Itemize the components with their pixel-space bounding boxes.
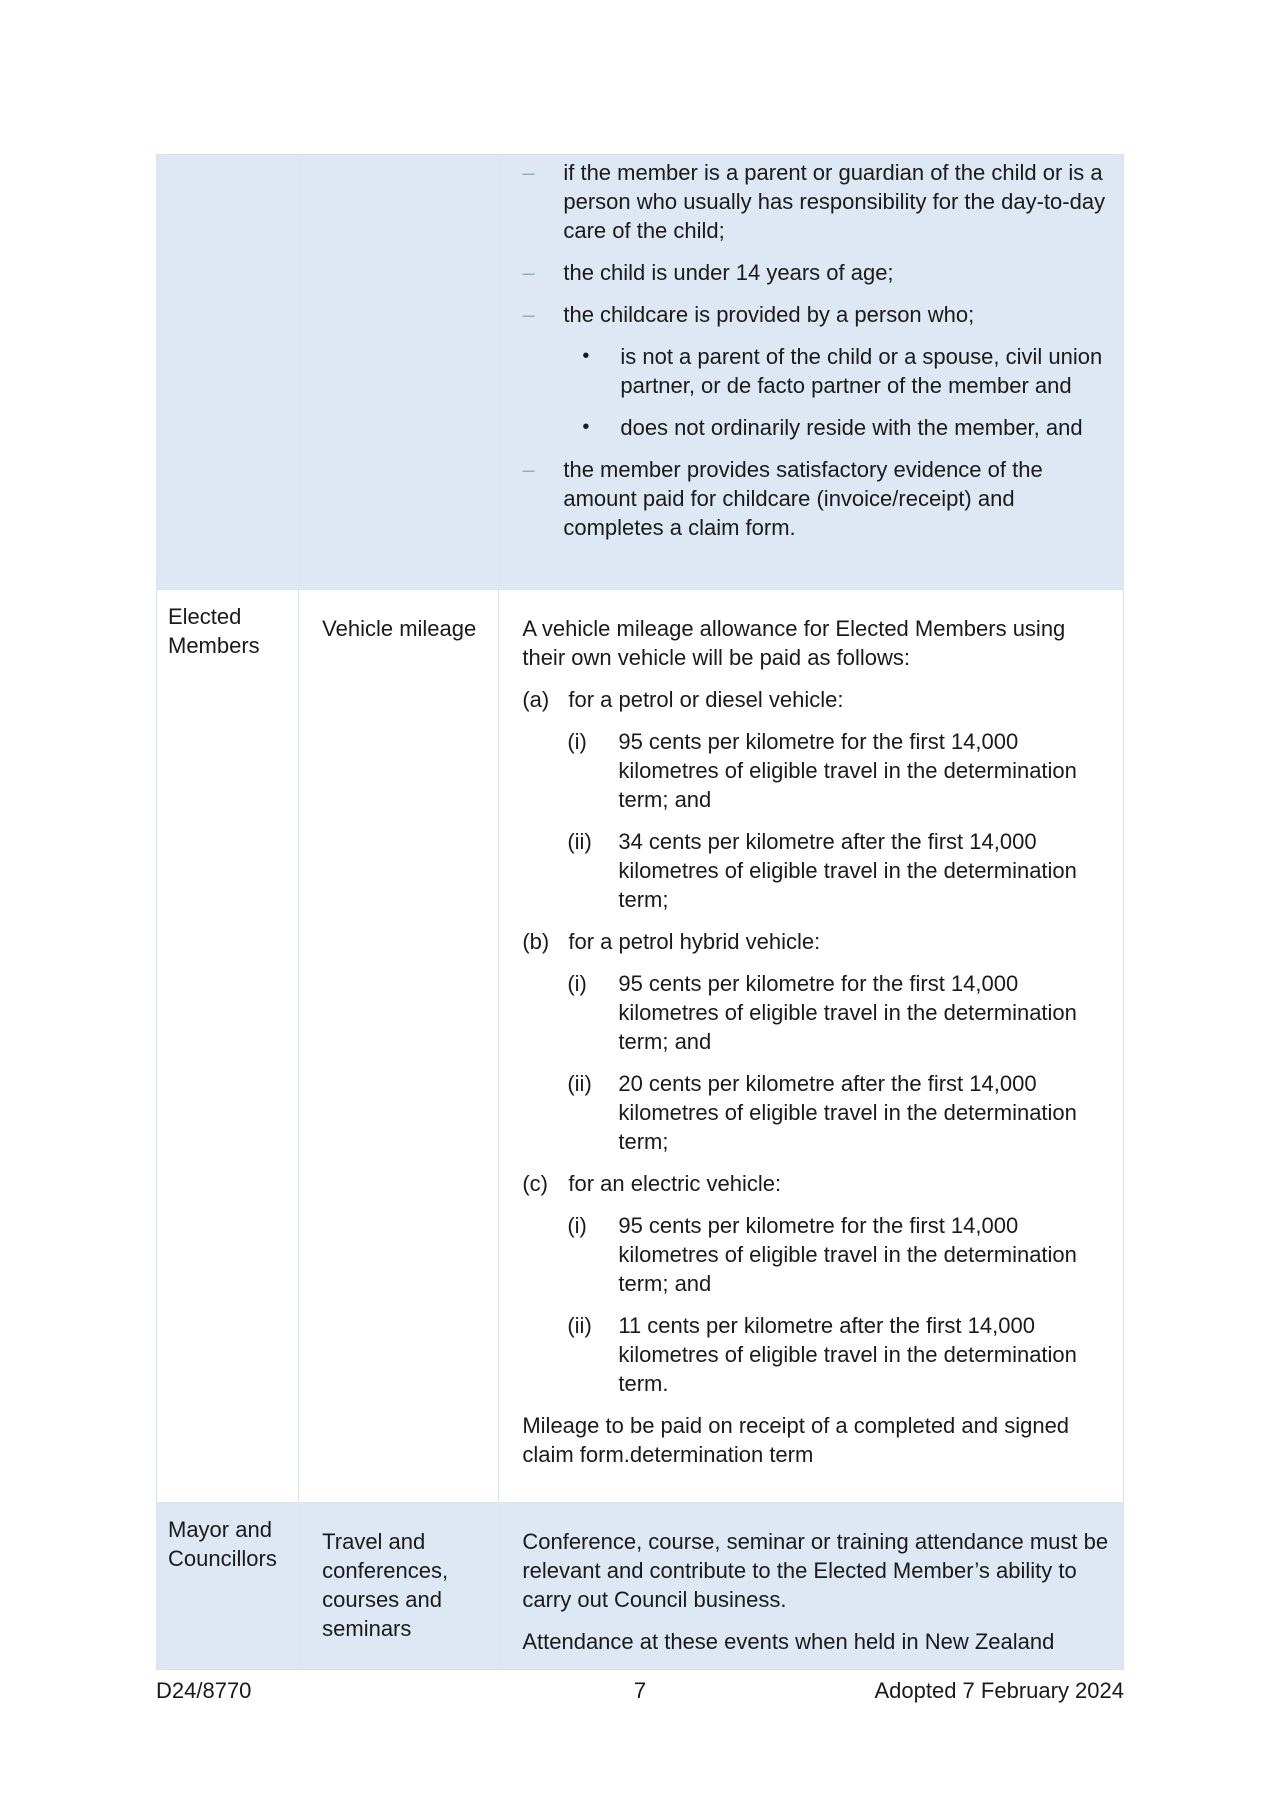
vehicle-type-item — [522, 685, 1109, 714]
rate-item — [522, 827, 1109, 914]
alpha-marker: (b) — [522, 929, 550, 954]
closing-paragraph: Mileage to be paid on receipt of a completed and signed claim form.determination term — [522, 1413, 1070, 1467]
bullet-marker: • — [582, 416, 590, 438]
cell-recipient: Elected Members — [157, 590, 299, 1503]
condition-text: the childcare is provided by a person who; — [563, 302, 975, 327]
rate-text: 95 cents per kilometre for the first 14,000 kilometres of eligible travel in the determination term; and — [618, 971, 1077, 1054]
roman-marker: (ii) — [567, 1071, 592, 1096]
vehicle-type-text: for a petrol hybrid vehicle: — [568, 929, 821, 954]
rate-item — [522, 1211, 1109, 1298]
rate-item — [522, 1311, 1109, 1398]
dash-marker: – — [522, 302, 535, 327]
vehicle-type-item — [522, 1169, 1109, 1198]
rate-item — [522, 969, 1109, 1056]
sub-condition-item — [522, 342, 1109, 400]
vehicle-type-text: for an electric vehicle: — [568, 1171, 782, 1196]
cell-allowance-type: Vehicle mileage — [299, 590, 499, 1503]
condition-item — [522, 158, 1109, 245]
condition-item — [522, 258, 1109, 287]
alpha-marker: (c) — [522, 1171, 548, 1196]
rate-text: 95 cents per kilometre for the first 14,000 kilometres of eligible travel in the determination term; and — [618, 1213, 1077, 1296]
bullet-marker: • — [582, 345, 590, 367]
cell-recipient: Mayor and Councillors — [157, 1503, 299, 1670]
roman-marker: (i) — [567, 1213, 587, 1238]
roman-marker: (i) — [567, 729, 587, 754]
sub-condition-text: does not ordinarily reside with the member, and — [620, 415, 1083, 440]
condition-item — [522, 300, 1109, 329]
cell-conditions — [499, 590, 1124, 1503]
table-row-travel-conferences — [157, 1503, 1124, 1670]
condition-text: the child is under 14 years of age; — [563, 260, 894, 285]
table-row-childcare — [157, 155, 1124, 590]
condition-text: the member provides satisfactory evidence of the amount paid for childcare (invoice/receipt) and completes a claim form. — [563, 457, 1043, 540]
table-row-vehicle-mileage — [157, 590, 1124, 1503]
page-footer — [156, 1676, 1124, 1706]
roman-marker: (ii) — [567, 829, 592, 854]
allowances-table — [156, 154, 1124, 1670]
dash-marker: – — [522, 457, 535, 482]
intro-paragraph: A vehicle mileage allowance for Elected Members using their own vehicle will be paid as follows: — [522, 616, 1066, 670]
cell-conditions — [499, 1503, 1124, 1670]
dash-marker: – — [522, 260, 535, 285]
body-paragraph: Attendance at these events when held in New Zealand — [522, 1629, 1055, 1654]
dash-marker: – — [522, 160, 535, 185]
condition-item — [522, 455, 1109, 542]
vehicle-type-text: for a petrol or diesel vehicle: — [568, 687, 844, 712]
rate-text: 20 cents per kilometre after the first 14,000 kilometres of eligible travel in the determination term; — [618, 1071, 1077, 1154]
sub-condition-item — [522, 413, 1109, 442]
adoption-date: Adopted 7 February 2024 — [874, 1678, 1124, 1703]
alpha-marker: (a) — [522, 687, 550, 712]
cell-conditions — [499, 155, 1124, 590]
cell-allowance-type: Travel and conferences, courses and seminars — [299, 1503, 499, 1670]
cell-allowance-type — [299, 155, 499, 590]
roman-marker: (i) — [567, 971, 587, 996]
body-paragraph: Conference, course, seminar or training attendance must be relevant and contribute to the Elected Member’s ability to carry out Council business. — [522, 1529, 1109, 1612]
condition-text: if the member is a parent or guardian of the child or is a person who usually has responsibility for the day-to-day care of the child; — [563, 160, 1106, 243]
page-number: 7 — [633, 1678, 647, 1703]
rate-item — [522, 1069, 1109, 1156]
roman-marker: (ii) — [567, 1313, 592, 1338]
sub-condition-text: is not a parent of the child or a spouse, civil union partner, or de facto partner of the member and — [620, 344, 1103, 398]
rate-text: 11 cents per kilometre after the first 14,000 kilometres of eligible travel in the determination term. — [618, 1313, 1077, 1396]
document-reference: D24/8770 — [156, 1678, 252, 1703]
vehicle-type-item — [522, 927, 1109, 956]
rate-item — [522, 727, 1109, 814]
cell-recipient — [157, 155, 299, 590]
rate-text: 34 cents per kilometre after the first 14,000 kilometres of eligible travel in the determination term; — [618, 829, 1077, 912]
rate-text: 95 cents per kilometre for the first 14,000 kilometres of eligible travel in the determination term; and — [618, 729, 1077, 812]
